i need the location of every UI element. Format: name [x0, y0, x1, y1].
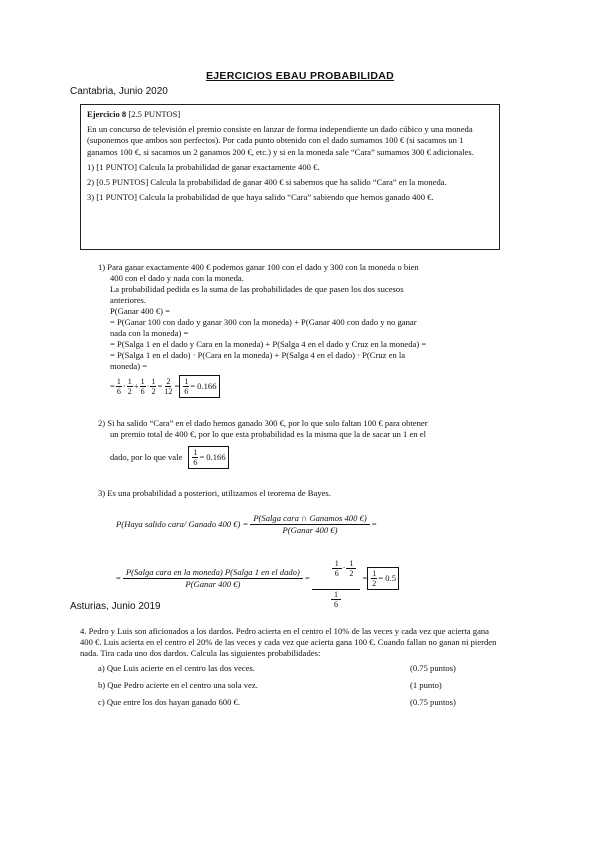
solution-1-line: = P(Ganar 100 con dado y ganar 300 con la moneda) + P(Ganar 400 con dado y no ganar [110, 317, 417, 327]
exercise-8-question-1: 1) [1 PUNTO] Calcula la probabilidad de ganar exactamente 400 €. [87, 161, 320, 172]
solution-2 [98, 418, 498, 469]
denominator: 6 [184, 387, 189, 396]
numerator: 1 [331, 590, 341, 600]
solution-1 [98, 262, 498, 398]
fraction [116, 377, 122, 396]
equals-sign: = [157, 381, 163, 391]
solution-1-result-box [179, 375, 219, 398]
solution-1-line: = P(Salga 1 en el dado y Cara en la moneda) + P(Salga 4 en el dado y Cruz en la moneda) = [110, 339, 427, 349]
denominator: 2 [372, 579, 377, 588]
numerator: 1 [151, 377, 156, 386]
item-points: (0.75 puntos) [410, 697, 456, 707]
fraction [163, 377, 173, 396]
numerator: 1 [193, 448, 198, 457]
solution-1-line: La probabilidad pedida es la suma de las probabilidades de que pasen los dos sucesos [110, 284, 404, 294]
bayes-lhs: P(Haya salido cara/ Ganado 400 €) = [116, 519, 249, 529]
exercise-4-item [98, 663, 500, 674]
solution-1-line: moneda) = [110, 361, 148, 371]
numerator: 1 [127, 377, 132, 386]
item-points: (0.75 puntos) [410, 663, 456, 673]
section-heading-cantabria: Cantabria, Junio 2020 [70, 86, 168, 97]
numerator: 1 [116, 377, 121, 386]
plus-sign: + [133, 381, 139, 391]
solution-2-equation [98, 446, 498, 469]
bayes-equation-1 [98, 513, 518, 536]
section-heading-asturias: Asturias, Junio 2019 [70, 601, 161, 612]
denominator: 2 [127, 387, 132, 396]
denominator: 2 [349, 569, 354, 578]
item-text: b) Que Pedro acierte en el centro una sola vez. [98, 680, 258, 690]
document-title: EJERCICIOS EBAU PROBABILIDAD [205, 70, 395, 82]
item-text: c) Que entre los dos hayan ganado 600 €. [98, 697, 240, 707]
exercise-8-question-2: 2) [0.5 PUNTOS] Calcula la probabilidad de ganar 400 € si sabemos que ha salido “Cara” en la moneda. [87, 177, 447, 188]
fraction [150, 377, 156, 396]
solution-1-line: = P(Salga 1 en el dado) · P(Cara en la moneda) + P(Salga 4 en el dado) · P(Cruz en la [110, 350, 406, 360]
solution-1-line: 400 con el dado y nada con la moneda. [110, 273, 244, 283]
solution-1-equation [98, 375, 498, 398]
item-points: (1 punto) [410, 680, 442, 690]
numerator: 1 [332, 559, 342, 569]
solution-2-line: dado, por lo que vale [110, 452, 183, 462]
equals-sign: = [174, 381, 180, 391]
exercise-8-box [80, 104, 500, 250]
solution-2-line: un premio total de 400 €, por lo que esta probabilidad es la misma que la de sacar un 1 en el [110, 429, 426, 439]
result-value: = 0.166 [199, 452, 226, 462]
numerator: P(Salga cara ∩ Ganamos 400 €) [250, 513, 369, 525]
exercise-4-items [80, 663, 500, 708]
nested-fraction [312, 548, 361, 609]
solution-3-result-box [367, 567, 399, 590]
fraction [192, 448, 198, 467]
fraction [140, 377, 146, 396]
fraction [183, 377, 189, 396]
denominator [327, 590, 345, 609]
exercise-8-points: [2.5 PUNTOS] [128, 109, 181, 119]
exercise-8-header: Ejercicio 8 [87, 109, 127, 119]
result-value: = 0.5 [378, 573, 396, 583]
denominator: P(Ganar 400 €) [185, 579, 241, 589]
denominator: 6 [334, 600, 339, 609]
solution-1-line: P(Ganar 400 €) = [110, 306, 170, 316]
exercise-4-item [98, 697, 500, 708]
denominator: 6 [334, 569, 339, 578]
numerator: $\frac{1}{6}$ · $\frac{1}{2}$ [312, 548, 361, 590]
exercise-4-item [98, 680, 500, 691]
equals-sign: = [371, 519, 377, 529]
numerator: P(Salga cara en la moneda) P(Salga 1 en el dado) [123, 567, 303, 579]
equals-sign: = [304, 573, 310, 583]
exercise-4 [80, 626, 500, 708]
result-value: = 0.166 [190, 381, 217, 391]
solution-1-line: anteriores. [110, 295, 147, 305]
solution-1-line: 1) Para ganar exactamente 400 € podemos ganar 100 con el dado y 300 con la moneda o bien [98, 262, 419, 272]
times-sign: · [146, 381, 150, 391]
item-text: a) Que Luis acierte en el centro las dos veces. [98, 663, 256, 673]
exercise-4-intro: 4. Pedro y Luis son aficionados a los dardos. Pedro acierta en el centro el 10% de las veces y cada vez que acierta gana 400 €. Luis acierta en el centro el 20% de las veces y cada vez que acierta gana 100 €. Cuando fallan no ganan ni pierden nada. Tira cada uno dos dardos. Calcula las siguientes probabilidades: [80, 626, 497, 658]
equals-sign: = [116, 573, 121, 583]
bayes-fraction-2 [123, 567, 303, 590]
solution-3 [98, 488, 518, 609]
exercise-8-question-3: 3) [1 PUNTO] Calcula la probabilidad de que haya salido “Cara” sabiendo que hemos ganado 400 €. [87, 192, 434, 203]
numerator: 1 [346, 559, 356, 569]
denominator: P(Ganar 400 €) [282, 525, 338, 535]
denominator: 2 [151, 387, 156, 396]
bayes-fraction-1 [250, 513, 369, 536]
times-sign: · [122, 381, 126, 391]
numerator: 1 [372, 569, 377, 578]
denominator: 6 [140, 387, 145, 396]
exercise-8-intro: En un concurso de televisión el premio consiste en lanzar de forma independiente un dado cúbico y una moneda (suponemos que ambos son perfectos). Por cada punto obtenido con el dado sumamos 100 € (si sacamos un 1 ganamos 100 €, si sacamos un 2 ganamos 200 €, etc.) y si en la moneda sale “Cara” sumamos 300 € adicionales. [87, 124, 474, 157]
denominator: 6 [116, 387, 121, 396]
solution-1-line: nada con la moneda) = [110, 328, 189, 338]
numerator: 1 [184, 377, 189, 386]
numerator: 2 [166, 377, 171, 386]
numerator: 1 [140, 377, 145, 386]
equals-sign: = [110, 381, 115, 391]
solution-3-line: 3) Es una probabilidad a posteriori, utilizamos el teorema de Bayes. [98, 488, 331, 498]
equals-sign: = [362, 573, 368, 583]
bayes-equation-2 [98, 548, 518, 609]
solution-2-line: 2) Si ha salido “Cara” en el dado hemos ganado 300 €, por lo que solo faltan 100 € para obtener [98, 418, 428, 428]
denominator: 12 [164, 387, 173, 396]
fraction [371, 569, 377, 588]
solution-2-result-box [188, 446, 228, 469]
fraction [127, 377, 133, 396]
denominator: 6 [193, 458, 198, 467]
